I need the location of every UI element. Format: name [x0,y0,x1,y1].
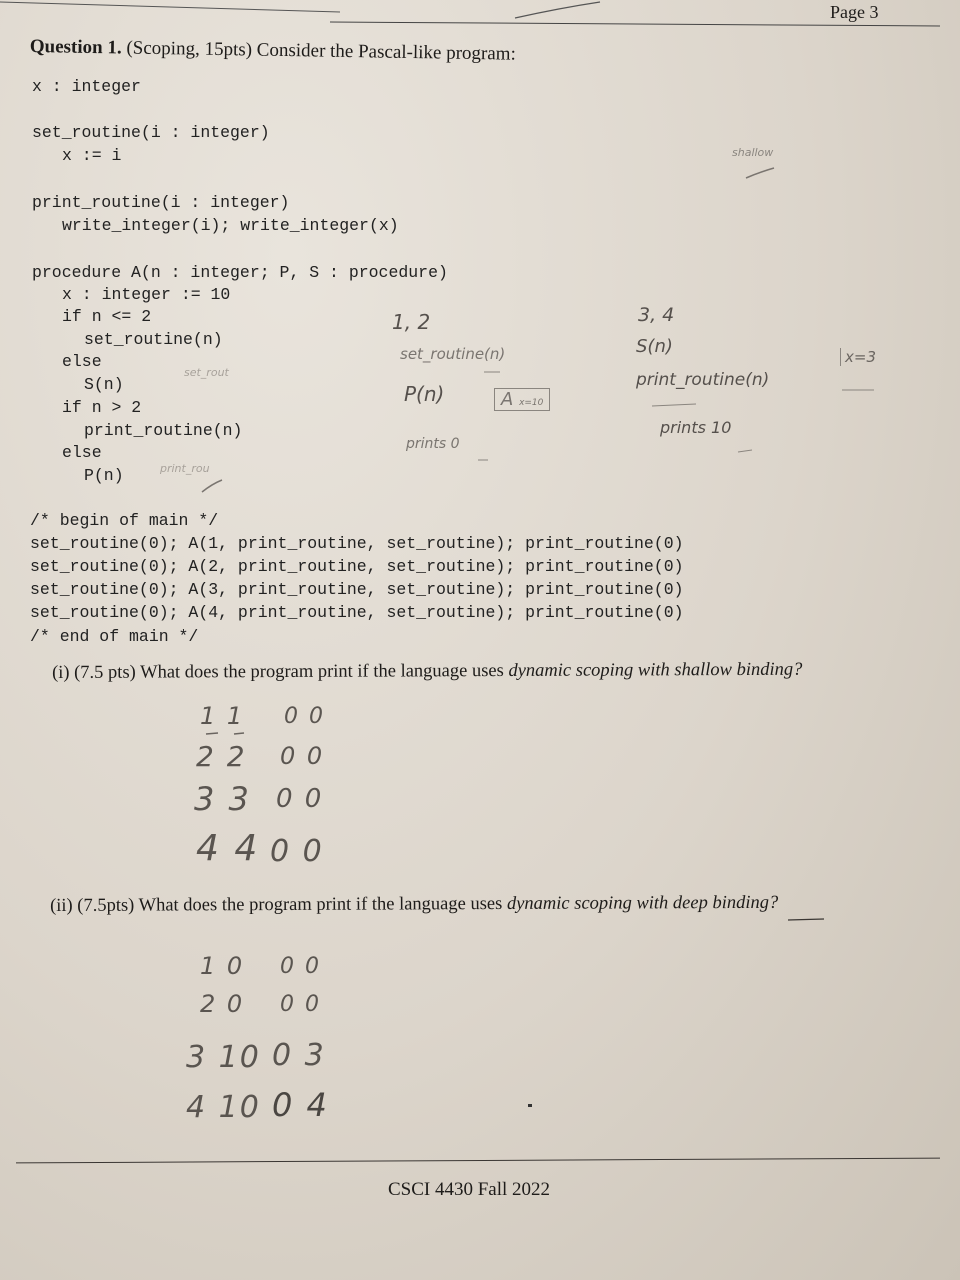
code-main-line: set_routine(0); A(1, print_routine, set_routine); print_routine(0) [30,534,684,553]
code-proc-line: if n > 2 [62,398,142,417]
note-x-10: x=10 [519,398,544,408]
code-main-end: /* end of main */ [30,627,199,646]
answer-ii-2-right: 0 0 [280,992,321,1017]
answer-ii-3-right: 0 3 [272,1038,326,1073]
answer-ii-4-right: 0 4 [272,1086,329,1124]
note-n-1-2: 1, 2 [392,310,431,334]
note-set-routine: set_routine(n) [400,345,506,363]
code-print-body: write_integer(i); write_integer(x) [62,216,399,235]
code-proc-line: P(n) [84,466,124,485]
part-ii-emphasis: dynamic scoping with deep binding? [506,892,779,915]
note-A: A [501,389,514,410]
part-ii-label: (ii) (7.5pts) What does the program print if the language uses [50,894,503,916]
code-main-line: set_routine(0); A(4, print_routine, set_routine); print_routine(0) [30,603,684,622]
question-subtitle: (Scoping, 15pts) Consider the Pascal-like program: [126,37,516,65]
code-proc-line: if n <= 2 [62,307,152,326]
answer-ii-1-left: 1 0 [200,952,245,980]
answer-i-2-left: 2 2 [196,740,247,773]
code-print-signature: print_routine(i : integer) [32,193,290,212]
answer-ii-3-left: 3 10 [186,1040,261,1075]
answer-ii-4-left: 4 10 [186,1090,261,1125]
footer-course: CSCI 4430 Fall 2022 [388,1179,551,1200]
answer-i-1-left: 1 1 [200,702,245,730]
code-main-line: set_routine(0); A(3, print_routine, set_routine); print_routine(0) [30,580,684,599]
answer-i-4-left: 4 4 [196,828,260,869]
code-procedure-signature: procedure A(n : integer; P, S : procedure) [32,263,448,282]
code-main-begin: /* begin of main */ [30,511,219,530]
part-ii-question [50,893,778,917]
note-P-n: P(n) [404,382,445,406]
part-i-emphasis: dynamic scoping with shallow binding? [508,659,803,682]
code-set-body: x := i [62,146,122,165]
code-proc-line: x : integer := 10 [62,285,231,304]
note-prints-0: prints 0 [406,436,460,452]
answer-i-2-right: 0 0 [280,742,325,770]
answer-i-3-left: 3 3 [194,780,251,818]
page-number: Page 3 [830,2,879,22]
question-title: Question 1. [29,36,122,59]
code-decl: x : integer [32,77,141,96]
stray-mark [528,1104,532,1107]
answer-i-3-right: 0 0 [276,784,324,814]
code-proc-line: else [62,443,102,462]
code-proc-line: print_routine(n) [84,421,243,440]
note-n-3-4: 3, 4 [638,304,675,326]
note-print-rou: print_rou [160,462,210,475]
code-set-signature: set_routine(i : integer) [32,123,270,142]
note-prints-10: prints 10 [660,418,732,437]
part-i-question [52,660,802,684]
code-proc-line: set_routine(n) [84,330,223,349]
note-x-eq-3: x=3 [840,348,876,366]
note-shallow: shallow [732,146,774,159]
code-proc-line: else [62,352,102,371]
answer-ii-1-right: 0 0 [280,954,321,979]
part-i-label: (i) (7.5 pts) What does the program print if the language uses [52,661,504,683]
code-proc-line: S(n) [84,375,124,394]
answer-ii-2-left: 2 0 [200,990,245,1018]
note-set-rout: set_rout [184,366,229,379]
answer-i-4-right: 0 0 [270,834,324,869]
code-main-line: set_routine(0); A(2, print_routine, set_routine); print_routine(0) [30,557,684,576]
note-print-routine: print_routine(n) [636,370,770,390]
answer-i-1-right: 0 0 [284,704,325,729]
note-S-n: S(n) [636,336,673,357]
